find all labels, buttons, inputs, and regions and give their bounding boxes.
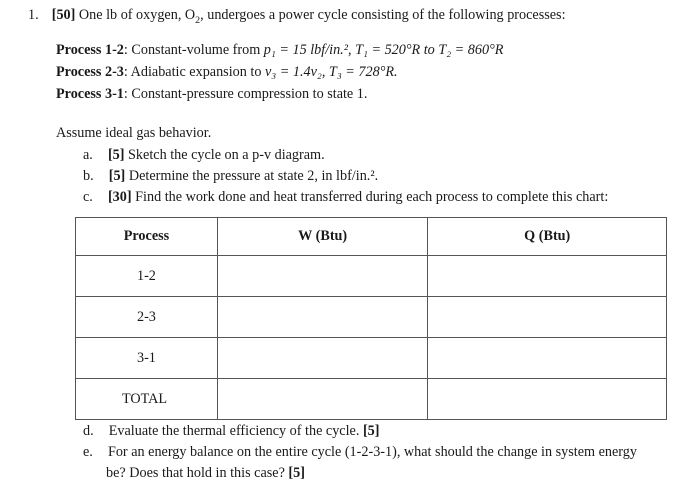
cell-w[interactable] — [217, 297, 428, 338]
header-w: W (Btu) — [217, 218, 428, 256]
cell-w[interactable] — [217, 256, 428, 297]
problem-points: [50] — [51, 7, 76, 23]
cell-process: 2-3 — [76, 297, 218, 338]
part-b — [83, 168, 378, 185]
process-label: Process 3-1 — [56, 86, 124, 102]
results-table — [75, 217, 667, 420]
process-text: : Constant-volume from — [123, 42, 264, 58]
part-letter: c. — [83, 189, 93, 205]
part-text: Sketch the cycle on a p-v diagram. — [128, 147, 325, 163]
table-row — [76, 256, 667, 297]
process-2-3 — [56, 64, 398, 81]
cell-q[interactable] — [428, 338, 667, 379]
cell-q[interactable] — [428, 256, 667, 297]
problem-number: 1. — [28, 7, 39, 23]
part-d — [83, 423, 379, 440]
table-header-row — [76, 218, 667, 256]
table-row-total — [76, 379, 667, 420]
part-e — [83, 444, 637, 461]
process-math: v₃ = 1.4v₂, T₃ = 728°R. — [264, 64, 398, 80]
part-c — [83, 189, 608, 206]
part-points: [30] — [107, 189, 132, 205]
process-1-2 — [56, 42, 503, 59]
cell-process: 1-2 — [76, 256, 218, 297]
part-letter: a. — [83, 147, 93, 163]
part-e-continued — [106, 465, 305, 482]
assume-text: Assume ideal gas behavior. — [56, 125, 212, 141]
part-points: [5] — [108, 168, 126, 184]
process-label: Process 2-3 — [56, 64, 124, 80]
part-points: [5] — [107, 147, 125, 163]
part-text-line1: For an energy balance on the entire cycle (1-2-3-1), what should the change in system energy — [107, 444, 637, 460]
cell-w[interactable] — [217, 338, 428, 379]
part-points: [5] — [288, 465, 305, 481]
process-label: Process 1-2 — [56, 42, 124, 58]
part-text: Find the work done and heat transferred during each process to complete this chart: — [135, 189, 609, 205]
problem-intro-sub: 2 — [195, 14, 201, 26]
cell-q[interactable] — [428, 297, 667, 338]
cell-total-label: TOTAL — [76, 379, 218, 420]
cell-w[interactable] — [217, 379, 428, 420]
part-letter: d. — [83, 423, 94, 439]
table-row — [76, 297, 667, 338]
part-letter: b. — [83, 168, 94, 184]
header-process: Process — [76, 218, 218, 256]
cell-process: 3-1 — [76, 338, 218, 379]
process-math: p₁ = 15 lbf/in.², T₁ = 520°R to T₂ = 860°R — [263, 42, 504, 58]
problem-intro: One lb of oxygen, O — [78, 7, 196, 23]
process-3-1 — [56, 86, 367, 103]
part-text: Determine the pressure at state 2, in lbf/in.². — [128, 168, 379, 184]
part-text-line2: be? Does that hold in this case? — [106, 465, 285, 481]
part-points: [5] — [362, 423, 380, 439]
part-text: Evaluate the thermal efficiency of the cycle. — [108, 423, 360, 439]
part-a — [83, 147, 325, 164]
problem-header — [28, 7, 566, 24]
process-text: : Constant-pressure compression to state 1. — [123, 86, 368, 102]
part-letter: e. — [83, 444, 93, 460]
table-row — [76, 338, 667, 379]
problem-intro-end: , undergoes a power cycle consisting of the following processes: — [200, 7, 566, 23]
cell-q[interactable] — [428, 379, 667, 420]
process-text: : Adiabatic expansion to — [123, 64, 265, 80]
header-q: Q (Btu) — [428, 218, 667, 256]
